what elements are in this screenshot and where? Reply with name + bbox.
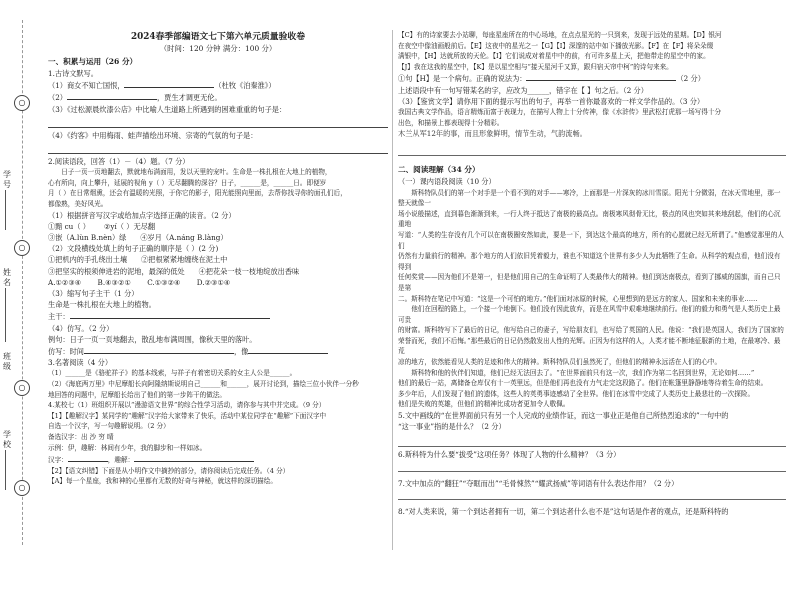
label-name: 姓名 bbox=[3, 268, 11, 287]
binding-hole-icon: ○ bbox=[14, 240, 30, 256]
reading-line: 写道：“人类的生存没有几个可以在南极圈安然如此，要是一下，到达这个最高的地方，所有的心愿就已经无所谓了。”他感觉那里的人们 bbox=[398, 230, 784, 250]
answer-blank[interactable] bbox=[526, 72, 676, 81]
q3-1: （1）______是《骆驼祥子》的基本线索，与祥子有着密切关系的女主人公是______。 bbox=[48, 369, 297, 378]
q2-1-items: ③嵌（A.lùn B.nèn）绿 ④岁月（A.náng B.làng） bbox=[48, 233, 228, 242]
option-a[interactable]: A.①②③④ bbox=[48, 277, 82, 287]
reading-line: 凉的地方，依然能看见人类的足迹和伟大的精神。斯科特队员们虽然死了，但他们的精神永远活在人们的心中。 bbox=[398, 358, 722, 367]
passage-line: 【J】我在这我的星空中，【K】是以星空相与“接天星河千又算，跟归宿天帘中柯”的诗句来来。 bbox=[398, 62, 673, 71]
exam-title: 2024春季部编语文七下第六单元质量验收卷 bbox=[130, 32, 306, 42]
q2-3: （3）缩写句子主干（1 分） bbox=[48, 289, 139, 299]
q2-4b: 仿写：时间 ，像 bbox=[48, 345, 388, 357]
answer-blank[interactable] bbox=[68, 453, 108, 462]
passage-line: 满银中，【H】达就所放的天伦。【I】它们说成对着星中中的前，有可许多星上天，把他带走的星空中的家。 bbox=[398, 52, 710, 61]
r-q3b: 出色，和描景上都表现得十分精彩。 bbox=[398, 118, 504, 127]
reading-line: 他们在回程的路上，一个接一个地倒下。他们没有因此放弃，而是在风雪中艰难地继续前行。他们的毅力和勇气是人类历史上最可贵 bbox=[398, 305, 781, 324]
q4-1d: 示例：伊，趣解：林间有少年，我的脚步和一样如冰。 bbox=[48, 443, 207, 452]
q4-1e: 汉字： ，趣解： bbox=[48, 453, 388, 466]
q2-title: 2.阅读语段，回答（1）－（4）题。（7 分） bbox=[48, 157, 190, 167]
q2-2-items: ①把机内的手孔绕出土壤 ②把根紧紧地缠绕在泥土中 bbox=[48, 255, 228, 265]
q2-3a: 生命是一株扎根在大地上的植物。 bbox=[48, 300, 156, 310]
option-b[interactable]: B.④③②① bbox=[97, 277, 131, 287]
q4-2: 【2】【语文纠错】下面是从小明作文中摘抄的部分，请你阅读后完成任务。（4 分） bbox=[48, 466, 290, 475]
q2-4a: 例句：日子一页一页地翻去，散乱地布满周围，像秋天里的落叶。 bbox=[48, 334, 257, 344]
answer-blank[interactable] bbox=[248, 345, 328, 354]
q4-1: 【1】【趣解汉字】某同学的“趣解”汉字给大家带来了快乐，活动中某位同学在“趣解”下面汉字中 bbox=[48, 411, 327, 420]
q2-passage-line: 都像熟，美好风光。 bbox=[48, 200, 108, 208]
subsection-heading: （一）课内语段阅读（10 分） bbox=[398, 177, 496, 187]
option-c[interactable]: C.①③②④ bbox=[147, 277, 181, 287]
r-q3: （3）【鉴赏文学】请你用下面的提示写出的句子，再举一首你最喜欢的一样文学作品的。（3 分） bbox=[398, 96, 705, 106]
label-school: 学校 bbox=[3, 430, 11, 449]
q2-3b: 主干： bbox=[48, 310, 388, 322]
answer-line[interactable] bbox=[398, 147, 786, 156]
answer-line[interactable] bbox=[398, 491, 786, 500]
q6: 6.斯科特为什么要“拔受”这项任务？体现了人物的什么精神？（3 分） bbox=[398, 450, 621, 460]
r-q1: ①句【H】是一个病句。正确的说法为： （2 分） bbox=[398, 74, 705, 84]
q2-2-items: ③把坚实的根须伸进岩的泥地，最深的低处 ④把花朵一枝一枝地绽放出香味 bbox=[48, 266, 300, 276]
r-q2: 上述语段中有一句写错某名的字，应改为______，错字在【 】句之后。（2 分） bbox=[398, 85, 648, 95]
label-class: 班级 bbox=[3, 352, 11, 371]
label-student-id: 学号 bbox=[3, 170, 11, 189]
binding-hole-icon: ○ bbox=[14, 480, 30, 496]
handwritten-answer: 木兰从军12年的事，而且形象鲜明，情节生动，气韵流畅。 bbox=[398, 129, 587, 139]
reading-line: 仍然有力量前行的精神。那个地方的人们依旧凭着毅力，谁也不知道这个世界有多少人为此牺牲了生命。从科学的观点看，他们没有得到 bbox=[398, 252, 781, 271]
q4-1c: 备选汉字：出 沙 穷 晴 bbox=[48, 433, 114, 441]
reading-line: 他们是失败的英雄，但他们的精神比成功者更加令人敬佩。 bbox=[398, 400, 570, 409]
q2-2-options bbox=[48, 277, 388, 288]
q1-4: （4）《约客》中用梅雨、蛙声描绘出环境、宗寄的气氛的句子是： bbox=[48, 130, 258, 140]
reading-line: 斯科特和他的伙伴们知道，他们已经无法回去了。“在世界面前只有这一次，我们作为第二名回到世界，无论如何……” bbox=[411, 368, 755, 377]
section-1-heading: 一、积累与运用（26 分） bbox=[48, 57, 138, 66]
q1-2: （2） ，贾生才调更无伦。 bbox=[48, 93, 222, 103]
answer-blank[interactable] bbox=[84, 345, 234, 354]
binding-hole-icon: ○ bbox=[14, 95, 30, 111]
q1-title: 1.古诗文默写。 bbox=[48, 69, 98, 78]
q5b: “这一事业”指的是什么？（2 分） bbox=[398, 422, 506, 432]
answer-blank[interactable] bbox=[70, 310, 270, 319]
q3-title: 3.名著阅读（4 分） bbox=[48, 358, 113, 368]
reading-line: 的财富。斯科特写下了最后的日记，他写给自己的妻子，写给朋友们，也写给了英国的人民。他说：“我们是英国人，我们为了国家的 bbox=[398, 326, 784, 335]
q2-4: （4）仿写。（2 分） bbox=[48, 323, 114, 333]
answer-line[interactable] bbox=[48, 117, 388, 128]
q4-title: 4.某校七（1）班组织开展以“漫游语文世界”的综合性学习活动，请你参与其中并完成。（9 分） bbox=[48, 401, 326, 410]
reading-line: 场小说般描述，直到暮色渐渐到来，一行人终于抵达了南极的最高点。南极寒风彻骨无比，极点的风也突如其来地刮起，他们的心沉重地 bbox=[398, 209, 781, 229]
passage-line: 在夜空中像油画般前后。【E】这夜中的星光之一【G】【I】深邃的站中如下播放光影。【F】在【F】将朵朵缀 bbox=[398, 41, 714, 50]
reading-line: 任何奖赏——因为他们不是第一，但是他们用自己的生命证明了人类最伟大的精神。他们到达南极点，看到了挪威的国旗，而自己只是第 bbox=[398, 273, 781, 292]
left-column bbox=[48, 0, 388, 560]
section-2-heading: 二、阅读理解（34 分） bbox=[398, 165, 480, 175]
reading-line: 多少年后，人们发现了他们的遗体，这些人的英勇事迹感动了全世界。他们在冰雪中完成了人类历史上最悲壮的一次探险。 bbox=[398, 389, 755, 398]
q2-1: （1）根据拼音写汉字或给加点字选择正确的读音。（2 分） bbox=[48, 210, 236, 220]
right-column bbox=[398, 0, 786, 590]
reading-line: 二。斯科特在笔记中写道：“这是一个可怕的地方。”他们面对冰原的时候，心里想到的是远方的家人、国家和未来的事业…… bbox=[398, 294, 758, 303]
class-field[interactable] bbox=[5, 302, 6, 342]
student-id-field[interactable] bbox=[5, 190, 6, 230]
q2-passage-line: 月（ ）在日常烟熏，还会有温暖的光照，于你它的影子，阳光能照向里面，去帮你找寻你的面孔们后， bbox=[48, 189, 347, 198]
answer-blank[interactable] bbox=[67, 91, 157, 100]
q3-2: （2）《海底两万里》中尼摩船长向阿隆纳斯说明自己______和______，展开讨论到，描绘三位小伙伴一分秒 bbox=[48, 380, 359, 389]
answer-blank[interactable] bbox=[124, 79, 214, 88]
q4-1b: 自选一个汉字，写一句趣解说明。（2 分） bbox=[48, 422, 170, 431]
binding-strip bbox=[0, 0, 44, 560]
q2-passage-line: 心有所向，向上攀升，延展的视角 y（ ）无尽翻腾的深谷？日子，______是，______日。即便岁 bbox=[48, 178, 327, 187]
option-d[interactable]: D.②③①④ bbox=[196, 277, 231, 287]
q5: 5.文中画线的“在世界面前只有另一个人完成的业绩作证，而这一事业正是他自己所热烈追求的”一句中的 bbox=[398, 411, 729, 421]
answer-line[interactable] bbox=[48, 143, 388, 154]
school-field[interactable] bbox=[5, 450, 6, 490]
answer-line[interactable] bbox=[398, 438, 786, 447]
q8: 8.“对人类来说，第一个到达者拥有一切，第二个到达者什么也不是”这句话是作者的观点，还是斯科特的 bbox=[398, 506, 729, 516]
column-divider bbox=[392, 30, 393, 550]
exam-subtitle: （时间：120 分钟 满分：100 分） bbox=[159, 44, 277, 53]
q1-3: （3）《过松源晨炊漆公店》中比喻人生道路上所遇到的困难重重的句子是： bbox=[48, 104, 287, 114]
binding-hole-icon: ○ bbox=[14, 380, 30, 396]
q7: 7.文中加点的“翻狂”“夺眶而出”“毛骨悚然”“耀武扬威”等词语有什么表达作用？（2 分） bbox=[398, 478, 679, 488]
q2-2: （2）文段横线处填上的句子正确的顺序是（ ）(2 分) bbox=[48, 244, 219, 254]
q4-2a: 【A】每一个星座，我和神的心里都有无数的好奇与神秘，就这样的深切描绘。 bbox=[48, 477, 277, 486]
reading-line: 他们的最后一站，离储备仓库仅有十一英里远，但是他们再也没有力气走完这段路了。他们在帐篷里静静地等待着生命的结束。 bbox=[398, 379, 768, 388]
answer-line[interactable] bbox=[398, 463, 786, 472]
passage-line: 【C】有的诗家要去小站聊，每座星座所在的中心场地，在点点星光的一只到来，发现于远处的星期。【D】银河 bbox=[398, 31, 722, 39]
q2-1-items: ①黯 cu（ ） ②yí（ ）无尽翻 bbox=[48, 221, 156, 231]
answer-blank[interactable] bbox=[134, 453, 254, 462]
q1-1: （1）商女不知亡国恨， （杜牧《泊秦淮》） bbox=[48, 81, 276, 91]
reading-line: 荣誉而死，我们不后悔。”那些最后的日记仍然散发出人性的光辉。正因为有这样的人，人类才能不断地征服新的土地，在最寒冷、最荒 bbox=[398, 336, 781, 356]
reading-line: 斯科特队员们的第一个对手是一个看不到的对手——寒冷，上面那是一片深灰的冰川雪原。阳光十分微弱，在冰天雪地里，那一整天就像一 bbox=[398, 188, 781, 208]
q2-passage-line: 日子一页一页地翻去，默就地布满面用，发以天里的宠叶。生命是一株扎根在大地上的植物， bbox=[61, 168, 332, 177]
r-q3a: 我国古典文学作品，语言精炼而富于表现力，在描写人物上十分传神，像《水浒传》里武松打虎那一场写得十分 bbox=[398, 107, 722, 116]
q3-2b: 地回答的问题中，尼摩船长给出了他们的第一步阵干的做法。 bbox=[48, 390, 227, 399]
